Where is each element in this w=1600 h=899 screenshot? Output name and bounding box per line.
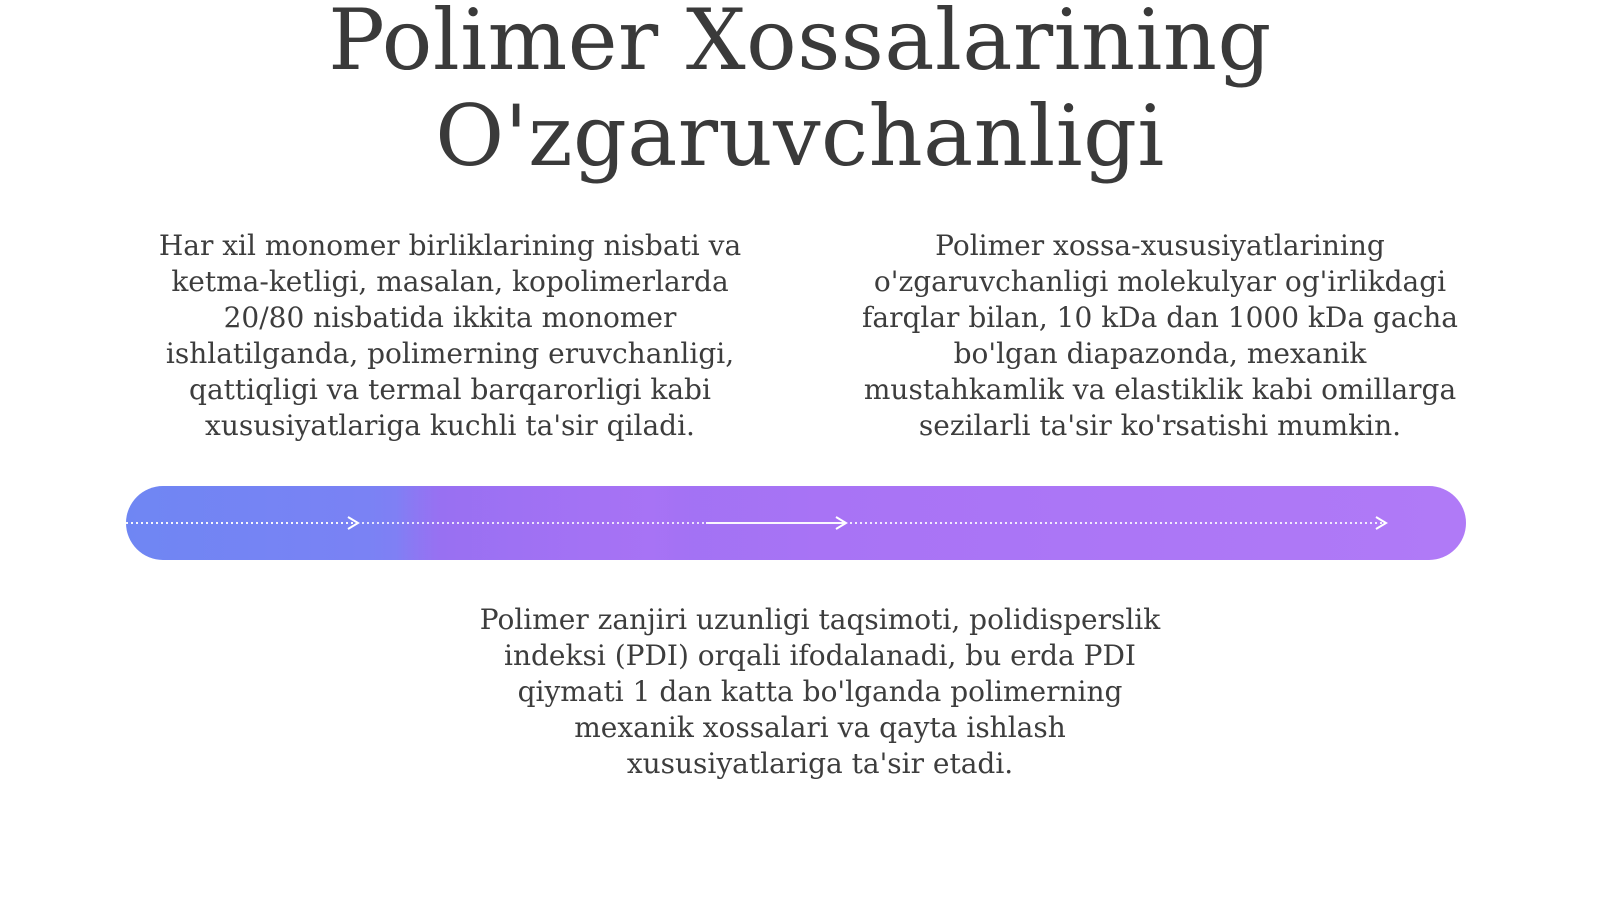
timeline-arrows xyxy=(126,486,1466,560)
timeline-bar xyxy=(126,486,1466,560)
page-title xyxy=(0,0,1600,184)
right-description: Polimer xossa-xususiyatlarining o'zgaruvchanligi molekulyar og'irlikdagi farqlar bilan, 10 kDa dan 1000 kDa gacha bo'lgan diapazonda, mexanik mustahkamlik va elastiklik kabi omillarga sezilarli ta'sir ko'rsatishi mumkin. xyxy=(862,229,1458,442)
page-title-line-2: O'zgaruvchanligi xyxy=(435,87,1165,185)
page-title-line-1: Polimer Xossalarining xyxy=(328,0,1272,89)
bottom-description: Polimer zanjiri uzunligi taqsimoti, polidisperslik indeksi (PDI) orqali ifodalanadi, bu erda PDI qiymati 1 dan katta bo'lganda polimerning mexanik xossalari va qayta ishlash xususiyatlariga ta'sir etadi. xyxy=(479,603,1161,780)
arrow-head-1-icon xyxy=(348,517,358,529)
timeline-segment-middle xyxy=(396,486,696,560)
left-description: Har xil monomer birliklarining nisbati va ketma-ketligi, masalan, kopolimerlarda 20/80 nisbatida ikkita monomer ishlatilganda, polimerning eruvchanligi, qattiqligi va termal barqarorligi kabi xususiyatlariga kuchli ta'sir qiladi. xyxy=(158,229,742,442)
